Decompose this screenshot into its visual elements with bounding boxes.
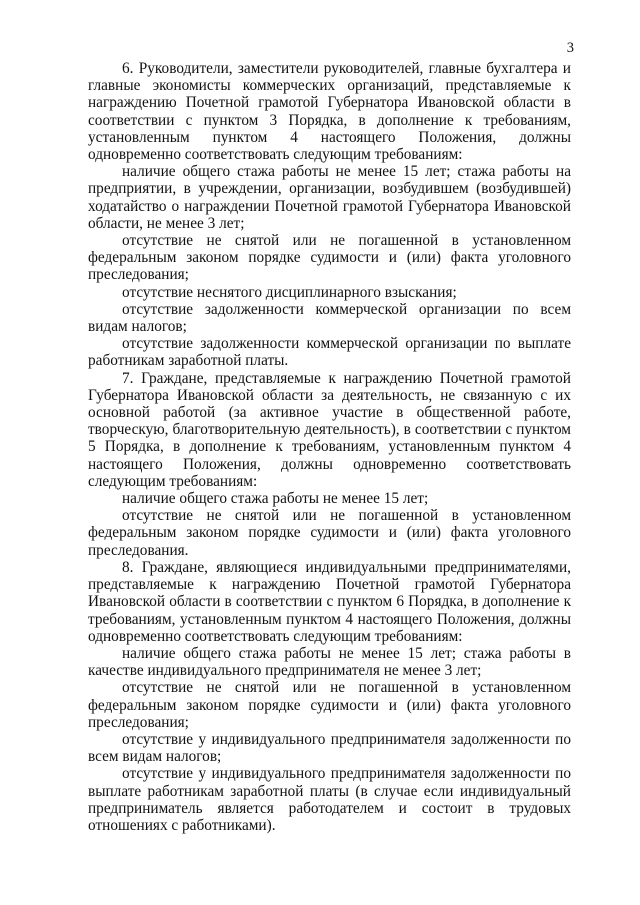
paragraph-7-intro: 7. Граждане, представляемые к награждению Почетной грамотой Губернатора Ивановской области за деятельность, не связанную с их основной работой (за активное участие в общественной работе, творческую, благотворительную деятельность), в соответствии с пунктом 5 Порядка, в дополнение к требованиям, установленным пунктом 4 настоящего Положения, должны одновременно соответствовать следующим требованиям: <box>88 369 571 490</box>
page-number: 3 <box>566 40 574 56</box>
document-body <box>88 60 571 834</box>
requirement-item: отсутствие не снятой или не погашенной в установленном федеральным законом порядке судимости и (или) факта уголовного преследования. <box>88 507 571 559</box>
requirement-item: отсутствие задолженности коммерческой организации по выплате работникам заработной платы. <box>88 335 571 370</box>
paragraph-6-intro: 6. Руководители, заместители руководителей, главные бухгалтера и главные экономисты коммерческих организаций, представляемые к награждению Почетной грамотой Губернатора Ивановской области в соответствии с пунктом 3 Порядка, в дополнение к требованиям, установленным пунктом 4 настоящего Положения, должны одновременно соответствовать следующим требованиям: <box>88 60 571 164</box>
requirement-item: отсутствие задолженности коммерческой организации по всем видам налогов; <box>88 300 571 336</box>
requirement-item: наличие общего стажа работы не менее 15 лет; стажа работы на предприятии, в учреждении, организации, возбудившем (возбудившей) ходатайство о награждении Почетной грамотой Губернатора Ивановской области, не менее 3 лет; <box>88 163 571 232</box>
requirement-item: отсутствие не снятой или не погашенной в установленном федеральным законом порядке судимости и (или) факта уголовного преследования; <box>88 232 571 284</box>
requirement-item: наличие общего стажа работы не менее 15 лет; <box>122 490 429 508</box>
requirement-item: отсутствие у индивидуального предпринимателя задолженности по всем видам налогов; <box>88 730 571 766</box>
paragraph-8-intro: 8. Граждане, являющиеся индивидуальными предпринимателями, представляемые к награждению Почетной грамотой Губернатора Ивановской области в соответствии с пунктом 6 Порядка, в дополнение к требованиям, установленным пунктом 4 настоящего Положения, должны одновременно соответствовать следующим требованиям: <box>88 558 571 645</box>
requirement-item: отсутствие не снятой или не погашенной в установленном федеральным законом порядке судимости и (или) факта уголовного преследования; <box>88 679 571 731</box>
requirement-item: наличие общего стажа работы не менее 15 лет; стажа работы в качестве индивидуального предпринимателя не менее 3 лет; <box>88 644 571 680</box>
requirement-item: отсутствие у индивидуального предпринимателя задолженности по выплате работникам заработной платы (в случае если индивидуальный предприниматель является работодателем и состоит в трудовых отношениях с работниками). <box>88 765 571 834</box>
requirement-item: отсутствие неснятого дисциплинарного взыскания; <box>122 283 457 301</box>
